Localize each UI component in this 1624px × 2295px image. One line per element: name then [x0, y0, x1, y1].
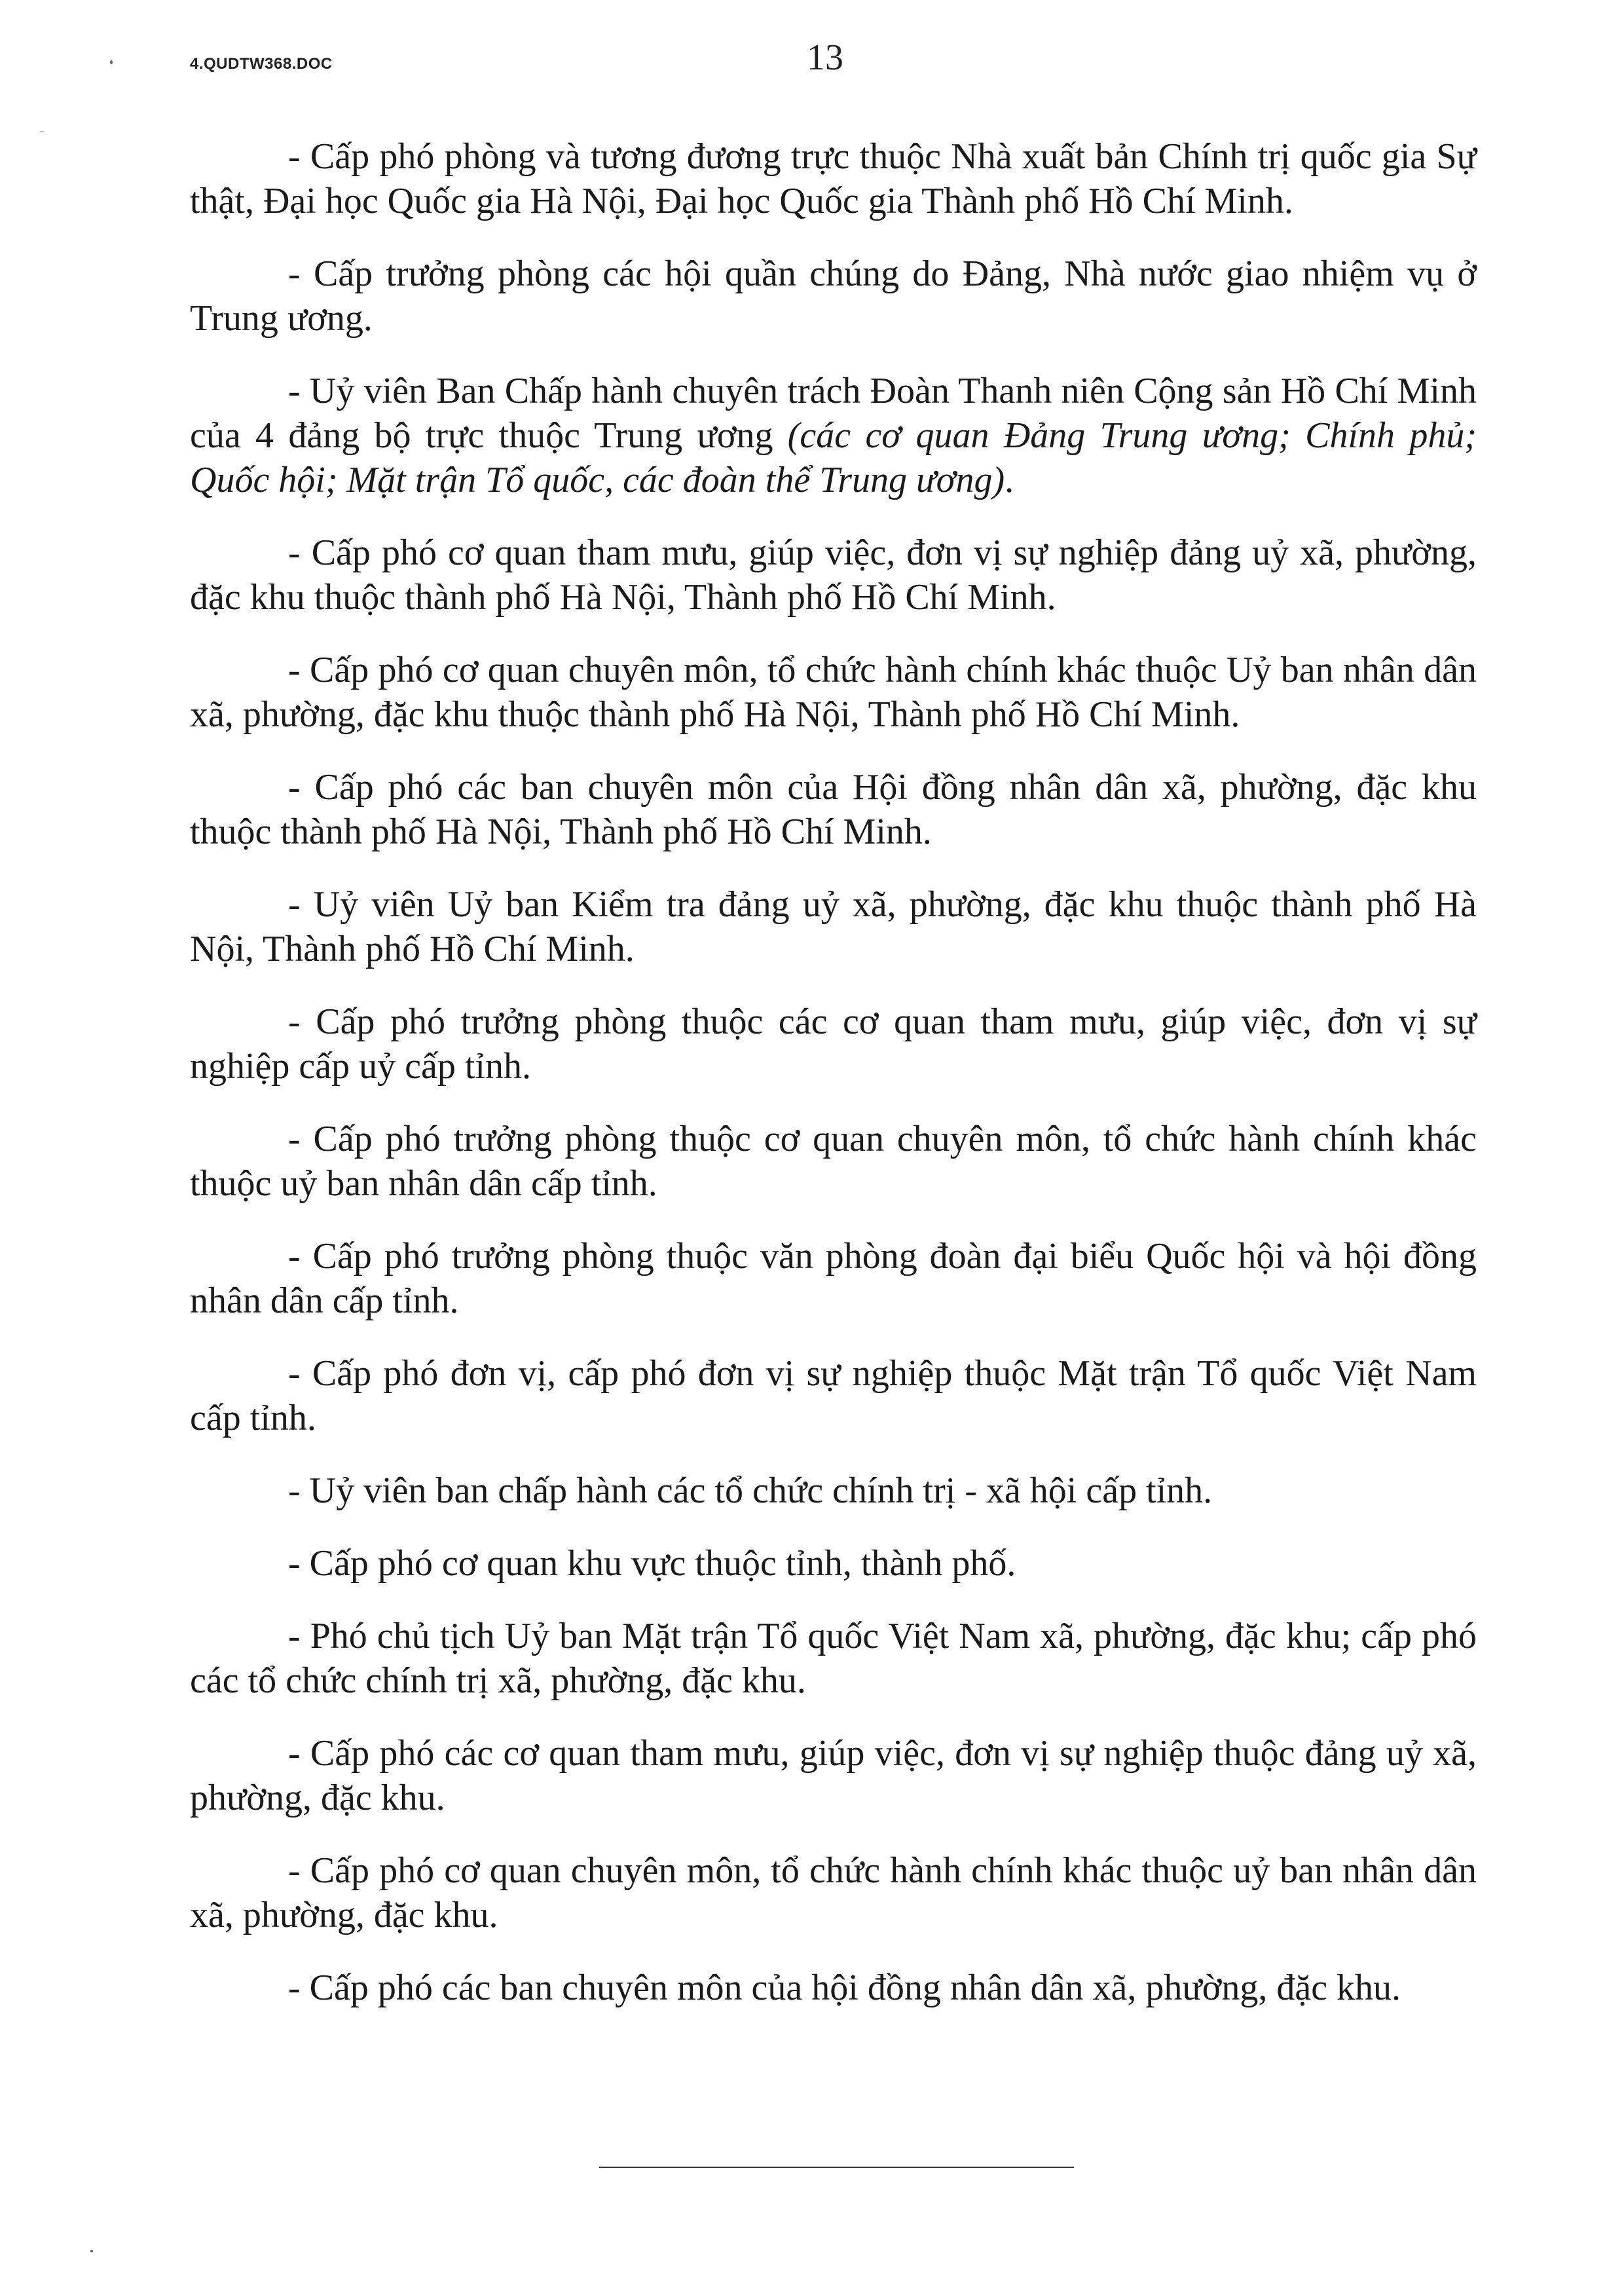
page-number: 13 [807, 37, 843, 78]
list-item: - Cấp phó cơ quan tham mưu, giúp việc, đơn vị sự nghiệp đảng uỷ xã, phường, đặc khu thuộc thành phố Hà Nội, Thành phố Hồ Chí Minh. [190, 532, 1477, 618]
list-item: - Cấp phó trưởng phòng thuộc các cơ quan tham mưu, giúp việc, đơn vị sự nghiệp cấp uỷ cấp tỉnh. [190, 1001, 1477, 1087]
end-divider [599, 2167, 1074, 2168]
scan-speck [110, 60, 113, 64]
document-body [190, 134, 1477, 2038]
list-item: - Cấp phó các ban chuyên môn của hội đồng nhân dân xã, phường, đặc khu. [288, 1968, 1401, 2008]
list-item: - Uỷ viên Uỷ ban Kiểm tra đảng uỷ xã, phường, đặc khu thuộc thành phố Hà Nội, Thành phố Hồ Chí Minh. [190, 884, 1477, 969]
list-item: - Cấp phó các cơ quan tham mưu, giúp việc, đơn vị sự nghiệp thuộc đảng uỷ xã, phường, đặc khu. [190, 1733, 1477, 1818]
list-item: - Cấp phó phòng và tương đương trực thuộc Nhà xuất bản Chính trị quốc gia Sự thật, Đại học Quốc gia Hà Nội, Đại học Quốc gia Thành phố Hồ Chí Minh. [190, 136, 1477, 221]
list-item: - Cấp phó đơn vị, cấp phó đơn vị sự nghiệp thuộc Mặt trận Tổ quốc Việt Nam cấp tỉnh. [190, 1353, 1477, 1438]
list-item: - Cấp phó các ban chuyên môn của Hội đồng nhân dân xã, phường, đặc khu thuộc thành phố Hà Nội, Thành phố Hồ Chí Minh. [190, 767, 1477, 852]
list-item: - Uỷ viên ban chấp hành các tổ chức chính trị - xã hội cấp tỉnh. [288, 1470, 1213, 1511]
list-item: - Cấp trưởng phòng các hội quần chúng do Đảng, Nhà nước giao nhiệm vụ ở Trung ương. [190, 253, 1477, 339]
list-item: - Uỷ viên Ban Chấp hành chuyên trách Đoàn Thanh niên Cộng sản Hồ Chí Minh của 4 đảng bộ trực thuộc Trung ương (các cơ quan Đảng Trung ương; Chính phủ; Quốc hội; Mặt trận Tổ quốc, các đoàn thể Trung ương). [190, 371, 1477, 500]
file-name-label: 4.QUDTW368.DOC [190, 55, 333, 73]
scan-speck [90, 2250, 93, 2252]
list-item: - Cấp phó trưởng phòng thuộc văn phòng đoàn đại biểu Quốc hội và hội đồng nhân dân cấp tỉnh. [190, 1236, 1477, 1321]
italic-parenthetical: (các cơ quan Đảng Trung ương; Chính phủ; Quốc hội; Mặt trận Tổ quốc, các đoàn thể Trung ương) [190, 415, 1477, 500]
list-item: - Cấp phó cơ quan khu vực thuộc tỉnh, thành phố. [288, 1543, 1016, 1584]
list-item: - Phó chủ tịch Uỷ ban Mặt trận Tổ quốc Việt Nam xã, phường, đặc khu; cấp phó các tổ chức chính trị xã, phường, đặc khu. [190, 1616, 1477, 1701]
list-item: - Cấp phó trưởng phòng thuộc cơ quan chuyên môn, tổ chức hành chính khác thuộc uỷ ban nhân dân cấp tỉnh. [190, 1119, 1477, 1204]
scan-speck [39, 131, 45, 132]
list-item: - Cấp phó cơ quan chuyên môn, tổ chức hành chính khác thuộc Uỷ ban nhân dân xã, phường, đặc khu thuộc thành phố Hà Nội, Thành phố Hồ Chí Minh. [190, 650, 1477, 735]
list-item: - Cấp phó cơ quan chuyên môn, tổ chức hành chính khác thuộc uỷ ban nhân dân xã, phường, đặc khu. [190, 1850, 1477, 1935]
